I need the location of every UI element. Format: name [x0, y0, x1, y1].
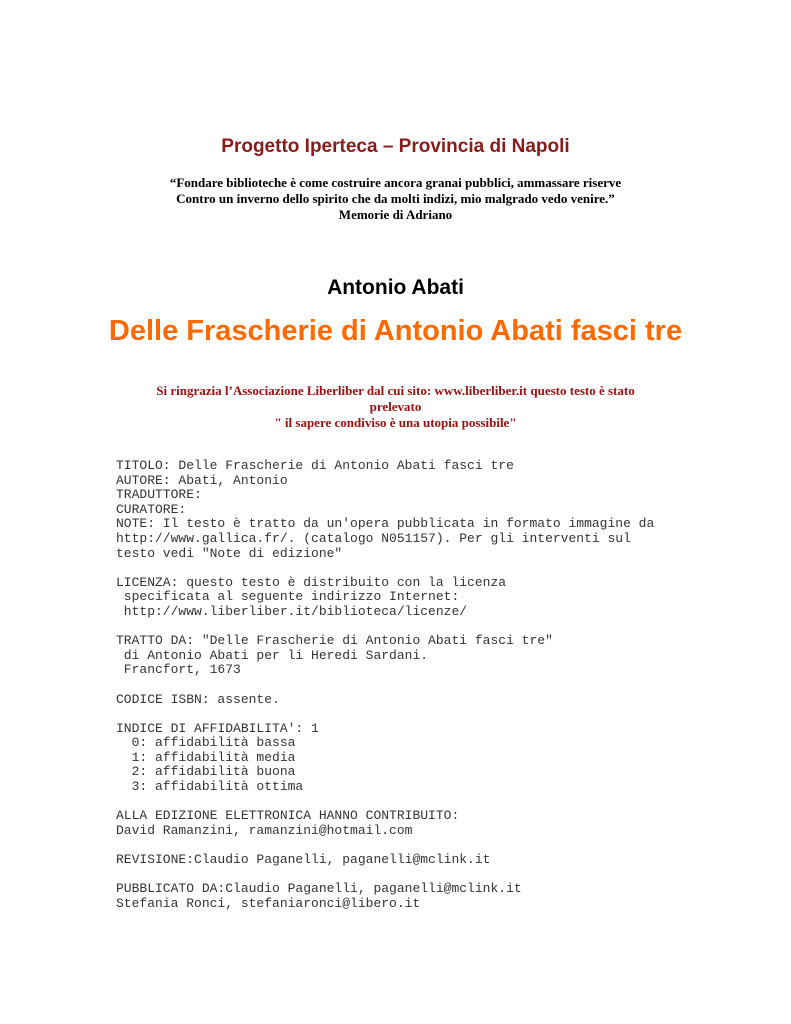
- colophon-line: AUTORE: Abati, Antonio: [116, 472, 288, 488]
- work-title: Delle Frascherie di Antonio Abati fasci tre: [108, 315, 683, 347]
- colophon-line: http://www.liberliber.it/biblioteca/licenze/: [116, 603, 468, 619]
- colophon-line: Francfort, 1673: [116, 662, 241, 678]
- colophon-line: 1: affidabilità media: [116, 749, 296, 765]
- colophon-line: David Ramanzini, ramanzini@hotmail.com: [116, 822, 413, 838]
- colophon-line: [116, 795, 756, 810]
- colophon-line: Stefania Ronci, stefaniaronci@libero.it: [116, 895, 421, 911]
- colophon-block: [116, 459, 756, 911]
- colophon-line: [116, 561, 756, 576]
- project-title: Progetto Iperteca – Provincia di Napoli: [221, 136, 570, 157]
- colophon-line: [116, 678, 756, 693]
- colophon-line: specificata al seguente indirizzo Internet:: [116, 589, 460, 605]
- colophon-line: TITOLO: Delle Frascherie di Antonio Abati fasci tre: [116, 458, 514, 473]
- colophon-line: NOTE: Il testo è tratto da un'opera pubblicata in formato immagine da: [116, 516, 655, 532]
- quote-source: Memorie di Adriano: [338, 207, 453, 222]
- colophon-line: [116, 620, 756, 635]
- colophon-line: INDICE DI AFFIDABILITA': 1: [116, 720, 319, 736]
- colophon-line: TRATTO DA: "Delle Frascherie di Antonio Abati fasci tre": [116, 633, 553, 649]
- colophon-line: TRADUTTORE:: [116, 487, 202, 503]
- acknowledgement-line: prelevato: [369, 399, 422, 414]
- colophon-line: ALLA EDIZIONE ELETTRONICA HANNO CONTRIBUITO:: [116, 808, 460, 824]
- colophon-line: di Antonio Abati per li Heredi Sardani.: [116, 647, 429, 663]
- colophon-line: [116, 868, 756, 883]
- colophon-line: CURATORE:: [116, 501, 187, 517]
- motto: " il sapere condiviso è una utopia possibile": [274, 415, 517, 430]
- colophon-line: PUBBLICATO DA:Claudio Paganelli, paganelli@mclink.it: [116, 881, 522, 897]
- colophon-line: REVISIONE:Claudio Paganelli, paganelli@mclink.it: [116, 852, 491, 868]
- acknowledgement-line: Si ringrazia l’Associazione Liberliber dal cui sito: www.liberliber.it questo testo è stato: [156, 383, 635, 398]
- colophon-line: [116, 707, 756, 722]
- colophon-line: 2: affidabilità buona: [116, 764, 296, 780]
- quote-line: “Fondare biblioteche è come costruire ancora granai pubblici, ammassare riserve: [169, 175, 622, 190]
- colophon-line: http://www.gallica.fr/. (catalogo N051157). Per gli interventi sul: [116, 530, 631, 546]
- quote-line: Contro un inverno dello spirito che da molti indizi, mio malgrado vedo venire.”: [176, 191, 615, 206]
- colophon-line: CODICE ISBN: assente.: [116, 691, 280, 707]
- colophon-line: testo vedi "Note di edizione": [116, 545, 343, 561]
- colophon-line: [116, 838, 756, 853]
- acknowledgement: [110, 383, 681, 431]
- author-heading: Antonio Abati: [327, 276, 464, 299]
- epigraph-quote: [0, 175, 791, 223]
- colophon-line: 3: affidabilità ottima: [116, 779, 304, 795]
- colophon-line: LICENZA: questo testo è distribuito con la licenza: [116, 574, 507, 590]
- colophon-line: 0: affidabilità bassa: [116, 735, 296, 751]
